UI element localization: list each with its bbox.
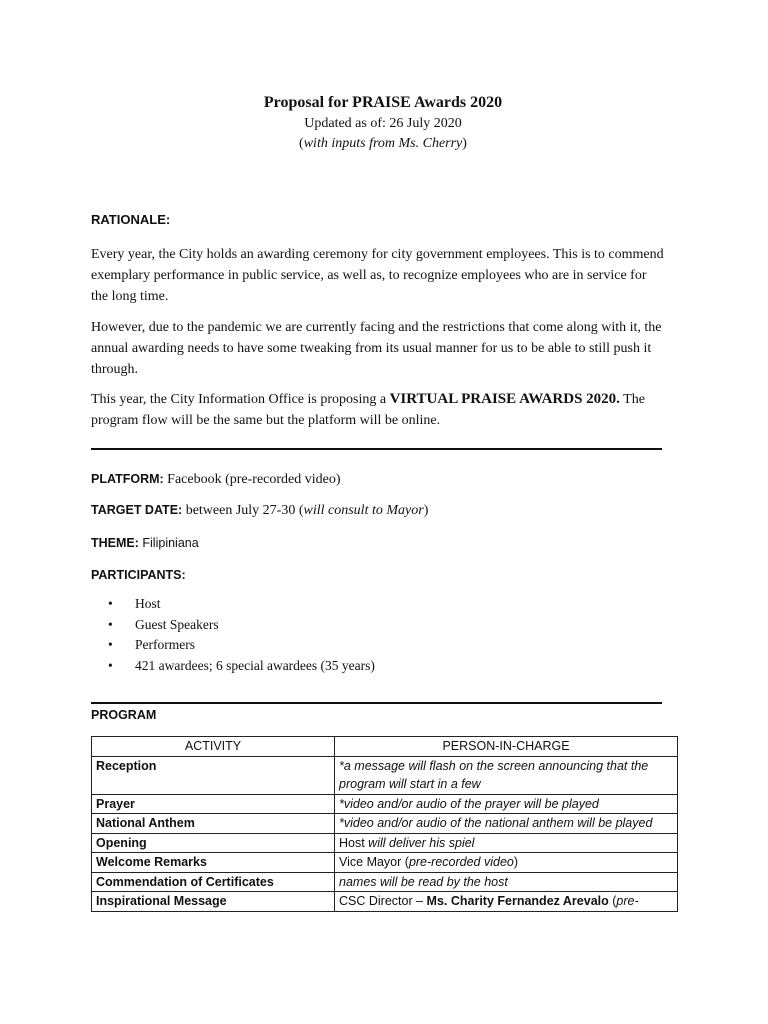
platform-value: Facebook (pre-recorded video) [163, 472, 341, 487]
activity-cell: Commendation of Certificates [92, 872, 335, 892]
table-row [92, 872, 678, 892]
target-date-label: TARGET DATE: [91, 503, 183, 517]
person-cell: names will be read by the host [335, 872, 678, 892]
virtual-praise-awards: VIRTUAL PRAISE AWARDS 2020. [389, 391, 620, 407]
person-host: Host [339, 835, 365, 850]
column-header-person: PERSON-IN-CHARGE [335, 737, 678, 757]
inputs-close: ) [462, 136, 467, 151]
target-date-close: ) [423, 503, 429, 518]
activity-cell: Inspirational Message [92, 892, 335, 912]
list-item: • Guest Speakers [135, 615, 375, 636]
participants-field [91, 566, 186, 582]
activity-cell: Opening [92, 833, 335, 853]
inputs-open: ( [299, 136, 304, 151]
rationale-paragraph-2: However, due to the pandemic we are currently facing and the restrictions that come along with it, the annual awarding needs to have some tweaking from its usual manner for us to be able to still push it through. [91, 320, 662, 377]
paragraph-3-start: This year, the City Information Office is proposing a [91, 392, 390, 407]
person-cell: *video and/or audio of the prayer will be played [335, 794, 678, 814]
paragraph-3-end: The program flow will be the same but the platform will be online. [91, 392, 645, 428]
target-date-value: between July 27-30 ( [182, 503, 304, 518]
inputs-text: with inputs from Ms. Cherry [303, 136, 463, 151]
person-cell: *video and/or audio of the national anthem will be played [335, 814, 678, 834]
list-item: • 421 awardees; 6 special awardees (35 years) [135, 656, 375, 677]
platform-field [91, 472, 341, 488]
column-header-activity: ACTIVITY [92, 737, 335, 757]
rationale-paragraph-1: Every year, the City holds an awarding ceremony for city government employees. This is to commend exemplary performance in public service, as well as, to recognize employees who are in service for the long time. [91, 247, 664, 304]
participants-list [91, 594, 375, 676]
person-cell [335, 853, 678, 873]
person-note: will deliver his spiel [364, 835, 475, 850]
table-row [92, 814, 678, 834]
list-item: • Host [135, 594, 375, 615]
activity-cell: Prayer [92, 794, 335, 814]
list-item: • Performers [135, 635, 375, 656]
table-header-row [92, 737, 678, 757]
person-close: ) [513, 855, 519, 869]
theme-value: Filipiniana [138, 536, 199, 550]
table-row [92, 794, 678, 814]
rationale-paragraph-3 [91, 389, 667, 431]
person-name: Ms. Charity Fernandez Arevalo [426, 894, 609, 908]
target-date-note: will consult to Mayor [303, 503, 424, 518]
inputs-note [0, 136, 766, 152]
person-cell [335, 892, 678, 912]
program-table [91, 736, 678, 912]
divider-2 [91, 702, 662, 704]
person-csc-director: CSC Director – [339, 894, 427, 908]
document-title: Proposal for PRAISE Awards 2020 [263, 94, 503, 111]
person-cell: *a message will flash on the screen announcing that the program will start in a few [335, 756, 678, 794]
activity-cell: National Anthem [92, 814, 335, 834]
updated-date: Updated as of: 26 July 2020 [304, 116, 462, 131]
person-vice-mayor: Vice Mayor ( [339, 855, 409, 869]
person-open: ( [608, 894, 617, 908]
table-row [92, 833, 678, 853]
person-note: pre-recorded video [408, 855, 514, 869]
activity-cell: Reception [92, 756, 335, 794]
table-row [92, 756, 678, 794]
person-note: pre- [616, 894, 639, 908]
rationale-heading: RATIONALE: [91, 212, 171, 227]
target-date-field [91, 503, 428, 519]
table-row [92, 853, 678, 873]
divider-1 [91, 448, 662, 450]
table-row [92, 892, 678, 912]
activity-cell: Welcome Remarks [92, 853, 335, 873]
theme-label: THEME: [91, 536, 139, 550]
person-cell [335, 833, 678, 853]
theme-field [91, 534, 199, 550]
platform-label: PLATFORM: [91, 472, 164, 486]
participants-label: PARTICIPANTS: [91, 568, 186, 582]
program-heading: PROGRAM [91, 708, 157, 722]
